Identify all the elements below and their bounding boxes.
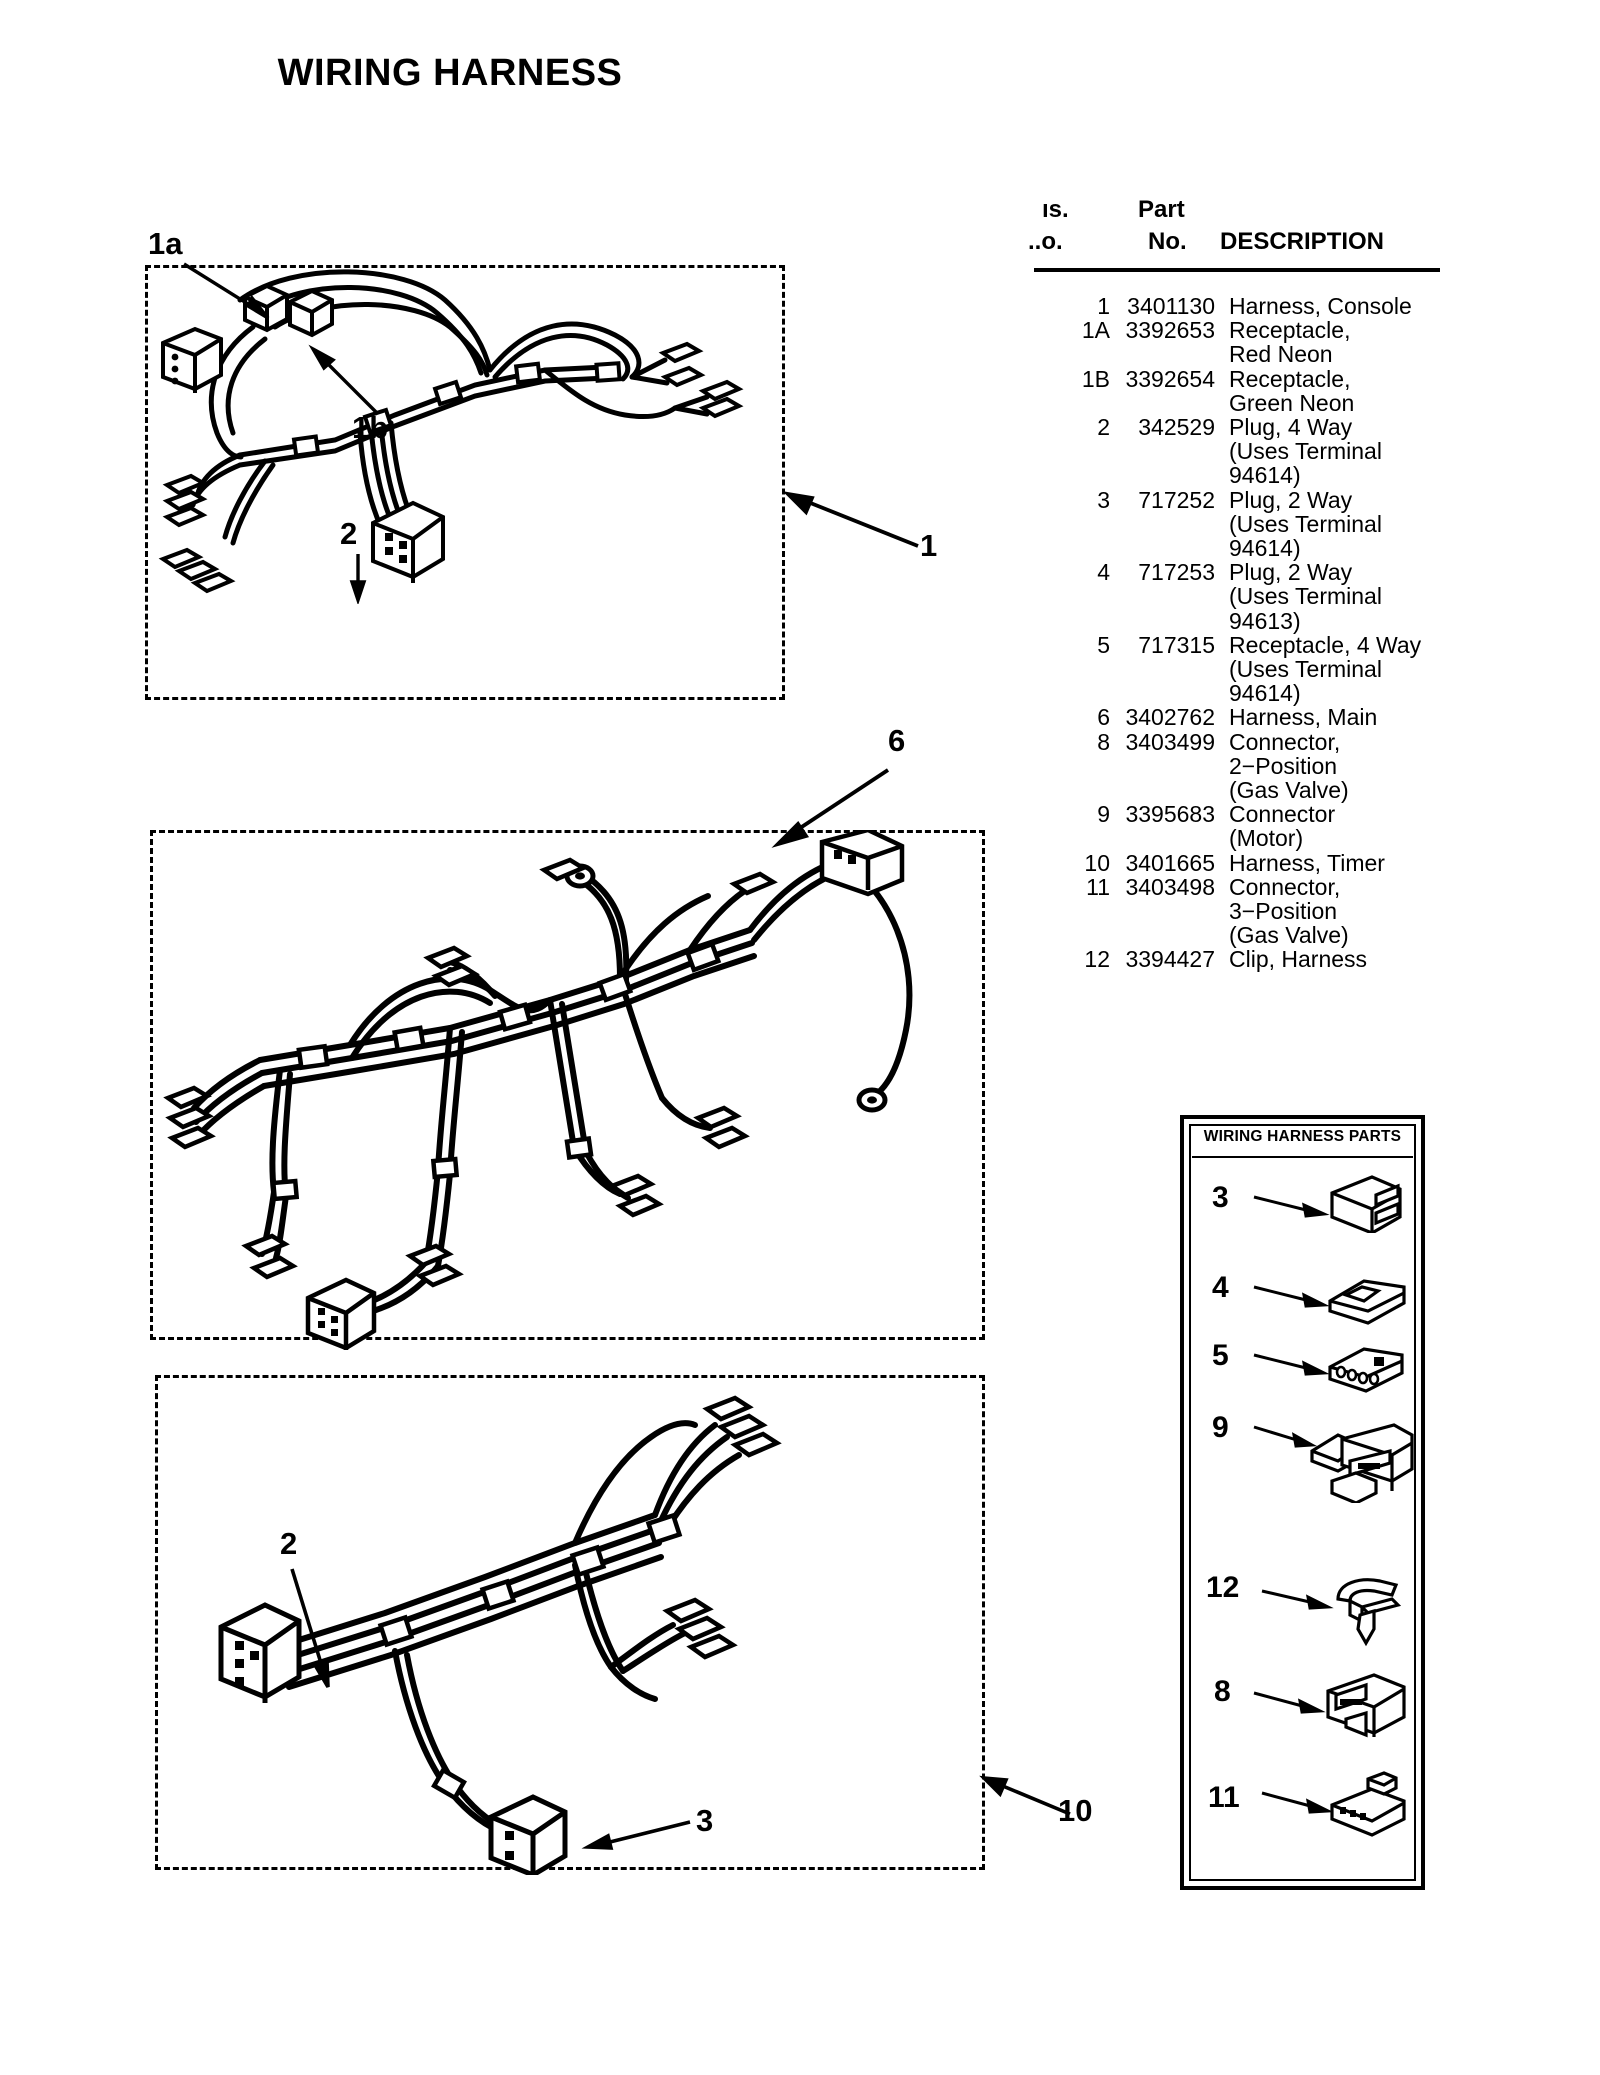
cell-illus-no: 10	[1084, 849, 1110, 876]
cell-illus-no: 2	[1097, 414, 1110, 441]
description-line: Receptacle,	[1229, 365, 1351, 392]
parts-table-header	[1020, 196, 1440, 276]
description-line: Plug, 4 Way	[1229, 414, 1353, 441]
callout-6-main-arrow	[762, 762, 902, 852]
callout-2-console: 2	[340, 516, 358, 551]
inset-title-rule	[1192, 1156, 1413, 1158]
description-line: Green Neon	[1229, 389, 1355, 416]
parts-table-body	[1020, 294, 1440, 972]
callout-1a: 1a	[148, 226, 183, 261]
cell-part-no: 717253	[1138, 559, 1215, 586]
cell-illus-no: 9	[1097, 801, 1110, 828]
description-line: Plug, 2 Way	[1229, 486, 1353, 513]
cell-illus-no: 6	[1097, 704, 1110, 731]
callout-10-timer: 10	[1058, 1793, 1093, 1828]
parts-list-table	[1020, 196, 1440, 972]
cell-illus-no: 1	[1097, 293, 1110, 319]
description-line: 3−Position	[1229, 898, 1338, 925]
description-line: Receptacle, 4 Way	[1229, 631, 1422, 658]
cell-description	[1215, 851, 1440, 875]
callout-2-timer-arrow	[282, 1565, 352, 1695]
description-line: 94613)	[1229, 607, 1301, 634]
cell-description	[1215, 730, 1440, 803]
timer-harness-illustration	[155, 1375, 995, 1875]
description-line: Receptacle,	[1229, 317, 1351, 344]
inset-arrow-3	[1250, 1191, 1334, 1221]
cell-part-no: 3401130	[1127, 293, 1215, 319]
description-line: Connector,	[1229, 728, 1341, 755]
cell-part-no: 3395683	[1125, 801, 1215, 828]
cell-description	[1215, 875, 1440, 948]
cell-description	[1215, 633, 1440, 706]
console-harness-illustration	[145, 265, 805, 705]
callout-3-timer: 3	[696, 1803, 714, 1838]
cell-part-no: 342529	[1138, 414, 1215, 441]
callout-6-main: 6	[888, 723, 906, 758]
callout-2-timer: 2	[280, 1526, 298, 1561]
table-row	[1020, 415, 1440, 488]
description-line: (Uses Terminal	[1229, 510, 1382, 537]
description-line: (Uses Terminal	[1229, 583, 1382, 610]
description-line: (Uses Terminal	[1229, 656, 1382, 683]
description-line: Red Neon	[1229, 341, 1333, 368]
inset-art-connector-motor	[1302, 1415, 1414, 1503]
cell-illus-no: 4	[1097, 559, 1110, 586]
description-line: Connector,	[1229, 873, 1341, 900]
header-description: DESCRIPTION	[1220, 228, 1385, 255]
inset-arrow-4	[1250, 1283, 1334, 1313]
page-title: WIRING HARNESS	[277, 52, 623, 94]
inset-num-9: 9	[1212, 1411, 1229, 1444]
cell-part-no: 717252	[1138, 486, 1215, 513]
description-line: (Gas Valve)	[1229, 777, 1349, 804]
table-row	[1020, 947, 1440, 971]
inset-arrow-5	[1250, 1351, 1334, 1381]
description-line: 94614)	[1229, 462, 1301, 489]
inset-num-5: 5	[1212, 1339, 1229, 1372]
description-line: 94614)	[1229, 535, 1301, 562]
cell-illus-no: 8	[1097, 728, 1110, 755]
table-row	[1020, 560, 1440, 633]
table-row	[1020, 705, 1440, 729]
callout-1b: 1b	[352, 410, 389, 445]
description-line: Connector	[1229, 801, 1336, 828]
table-row	[1020, 488, 1440, 561]
inset-title: WIRING HARNESS PARTS	[1203, 1128, 1402, 1145]
description-line: Clip, Harness	[1229, 946, 1368, 973]
inset-num-11: 11	[1208, 1781, 1240, 1814]
cell-part-no: 3401665	[1125, 849, 1215, 876]
inset-art-connector-2position	[1320, 1661, 1412, 1741]
inset-num-3: 3	[1212, 1181, 1229, 1214]
header-rule	[1034, 268, 1440, 272]
table-row	[1020, 875, 1440, 948]
cell-part-no: 3403498	[1125, 873, 1215, 900]
callout-1-console-arrow	[778, 484, 928, 554]
cell-description	[1215, 705, 1440, 729]
header-illus-line1: ıs.	[1042, 196, 1069, 223]
cell-description	[1215, 294, 1440, 318]
description-line: (Uses Terminal	[1229, 438, 1382, 465]
inset-art-plug-2way-block	[1326, 1171, 1404, 1233]
table-row	[1020, 294, 1440, 318]
wiring-harness-parts-inset	[1180, 1115, 1425, 1890]
inset-num-8: 8	[1214, 1675, 1231, 1708]
description-line: (Motor)	[1229, 825, 1304, 852]
inset-art-connector-3position	[1324, 1769, 1412, 1841]
cell-part-no: 3403499	[1125, 728, 1215, 755]
cell-illus-no: 3	[1097, 486, 1110, 513]
callout-10-timer-arrow	[972, 1766, 1082, 1826]
cell-description	[1215, 488, 1440, 561]
cell-illus-no: 12	[1084, 946, 1110, 973]
description-line: (Gas Valve)	[1229, 922, 1349, 949]
table-row	[1020, 367, 1440, 415]
callout-1-console: 1	[920, 528, 938, 563]
description-line: Harness, Console	[1229, 293, 1412, 319]
cell-illus-no: 1A	[1081, 317, 1110, 344]
cell-part-no: 3402762	[1125, 704, 1215, 731]
inset-art-clip-harness	[1330, 1571, 1408, 1649]
inset-num-12: 12	[1206, 1571, 1240, 1604]
table-row	[1020, 318, 1440, 366]
callout-1b-arrow	[300, 340, 390, 420]
header-part-line1: Part	[1138, 196, 1185, 223]
description-line: Harness, Main	[1229, 704, 1378, 731]
callout-1a-arrow	[178, 258, 288, 328]
cell-illus-no: 1B	[1081, 365, 1110, 392]
cell-part-no: 3392653	[1125, 317, 1215, 344]
description-line: 94614)	[1229, 680, 1301, 707]
cell-illus-no: 11	[1086, 873, 1110, 900]
table-row	[1020, 802, 1440, 850]
inset-num-4: 4	[1212, 1271, 1229, 1304]
cell-description	[1215, 560, 1440, 633]
inset-art-receptacle-4way	[1324, 1335, 1406, 1393]
header-part-line2: No.	[1148, 228, 1187, 255]
table-row	[1020, 851, 1440, 875]
cell-description	[1215, 802, 1440, 850]
description-line: Plug, 2 Way	[1229, 559, 1353, 586]
cell-part-no: 3392654	[1125, 365, 1215, 392]
cell-description	[1215, 318, 1440, 366]
cell-illus-no: 5	[1097, 631, 1110, 658]
cell-description	[1215, 367, 1440, 415]
cell-part-no: 3394427	[1125, 946, 1215, 973]
header-illus-line2: ..o.	[1028, 228, 1063, 255]
inset-arrow-8	[1250, 1691, 1330, 1719]
main-harness-illustration	[150, 830, 1000, 1350]
cell-description	[1215, 947, 1440, 971]
cell-description	[1215, 415, 1440, 488]
description-line: 2−Position	[1229, 752, 1338, 779]
table-row	[1020, 730, 1440, 803]
description-line: Harness, Timer	[1229, 849, 1385, 876]
callout-3-timer-arrow	[578, 1810, 698, 1860]
callout-2-console-arrow	[346, 552, 376, 604]
inset-arrow-12	[1258, 1587, 1338, 1615]
inset-art-plug-2way-flat	[1324, 1267, 1406, 1325]
table-row	[1020, 633, 1440, 706]
cell-part-no: 717315	[1138, 631, 1215, 658]
